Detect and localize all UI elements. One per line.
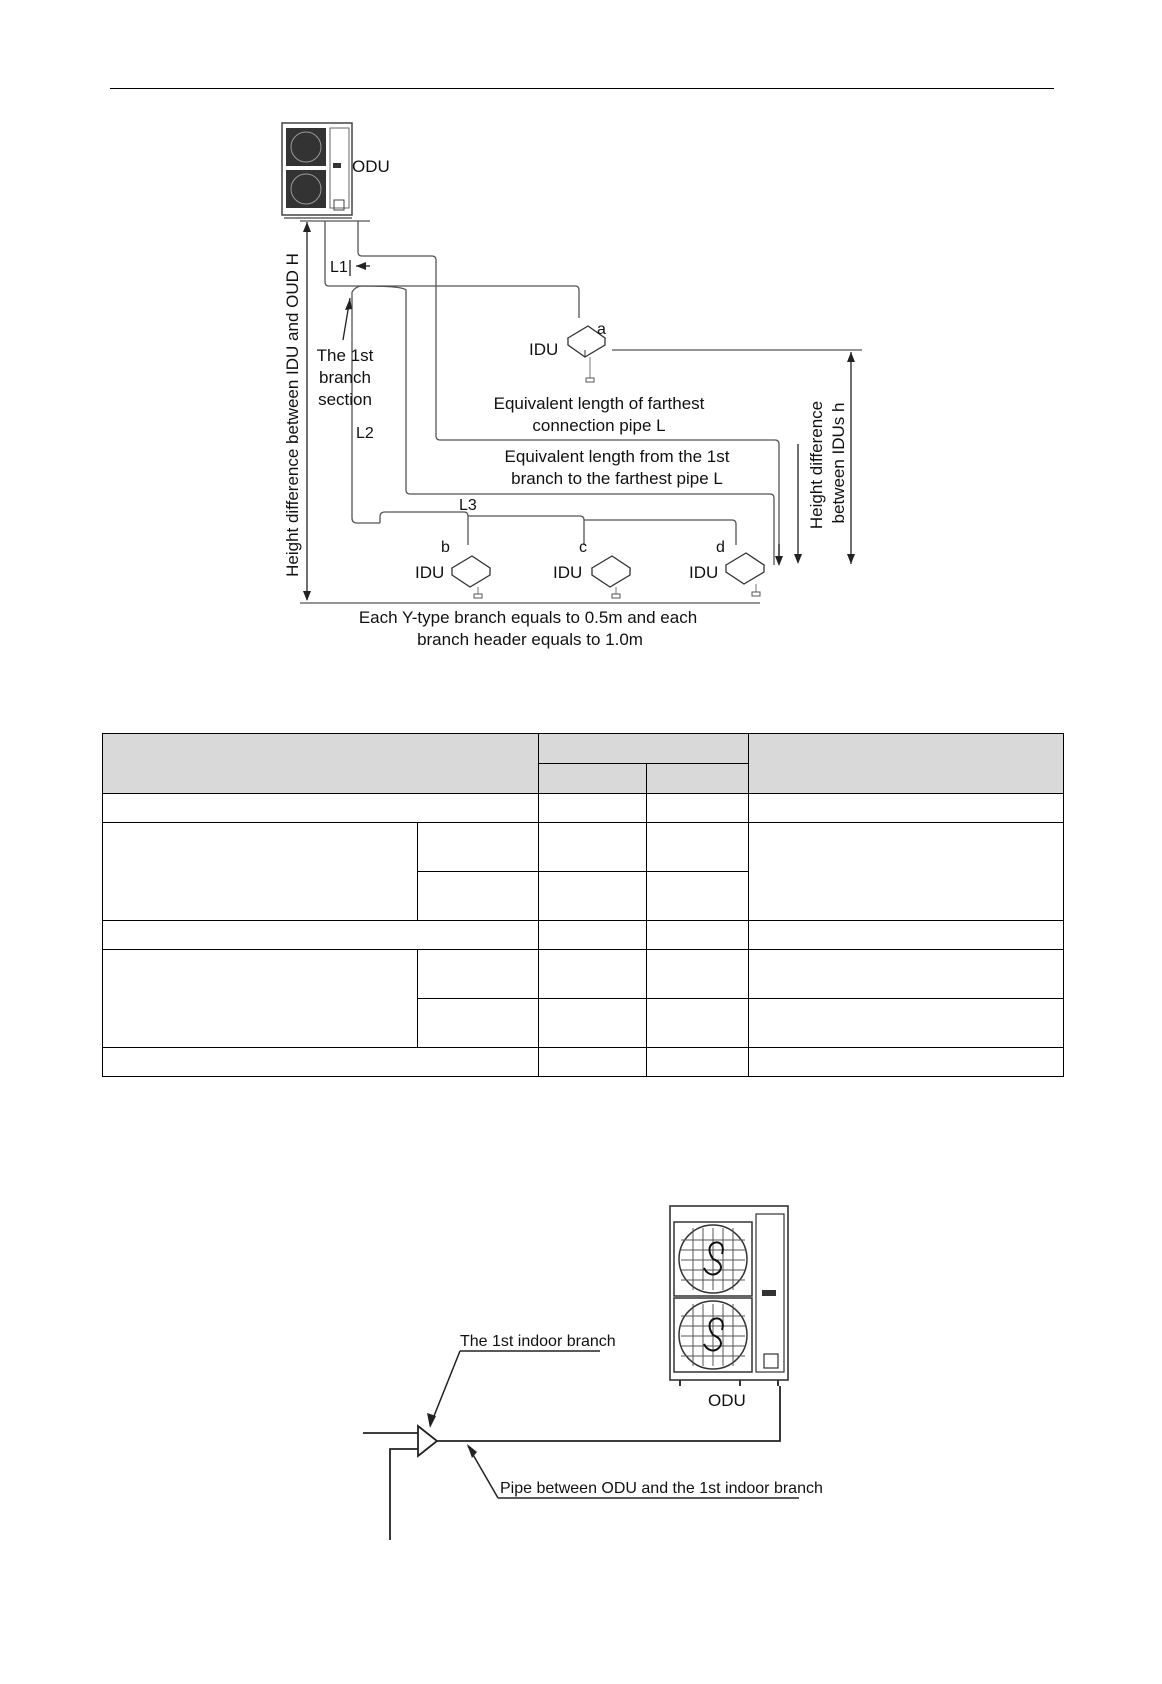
l3-label: L3 xyxy=(459,497,477,514)
table-cell xyxy=(647,999,749,1048)
table-row xyxy=(103,734,1064,764)
table-cell xyxy=(103,921,539,950)
svg-text:The 1st: The 1st xyxy=(316,346,374,365)
table-row xyxy=(103,921,1064,950)
table-cell xyxy=(647,872,749,921)
table-cell xyxy=(749,823,1064,921)
svg-text:section: section xyxy=(318,390,372,409)
piping-diagram xyxy=(0,0,1162,660)
idu-a-label: IDU xyxy=(529,340,559,359)
pipe-label: Pipe between ODU and the 1st indoor branch xyxy=(500,1480,823,1497)
table-cell xyxy=(647,794,749,823)
idu-b-unit xyxy=(452,556,490,598)
table-cell xyxy=(103,823,418,921)
table-cell xyxy=(539,764,647,794)
table-cell xyxy=(418,999,539,1048)
table-cell xyxy=(647,764,749,794)
svg-text:Each Y-type branch equals to 0: Each Y-type branch equals to 0.5m and each xyxy=(358,608,698,627)
l1-label: L1 xyxy=(330,259,348,276)
table-cell xyxy=(539,823,647,872)
table-cell xyxy=(103,794,539,823)
table-cell xyxy=(539,734,749,764)
table-cell xyxy=(103,1048,539,1077)
svg-text:between IDUs h: between IDUs h xyxy=(829,402,848,524)
table-cell xyxy=(749,950,1064,999)
idu-d-letter: d xyxy=(716,539,725,556)
table-row xyxy=(103,950,1064,999)
svg-text:branch to the farthest pipe L: branch to the farthest pipe L xyxy=(511,469,723,488)
idu-c-letter: c xyxy=(579,539,587,556)
odu-unit-2 xyxy=(670,1206,788,1386)
height-idus-label xyxy=(807,401,848,529)
svg-text:Equivalent length from the 1st: Equivalent length from the 1st xyxy=(504,447,730,466)
idu-a-letter: a xyxy=(597,321,606,338)
odu-unit xyxy=(282,123,352,218)
table-cell xyxy=(749,1048,1064,1077)
idu-c-label: IDU xyxy=(553,563,583,582)
table-cell xyxy=(103,950,418,1048)
table-cell xyxy=(749,921,1064,950)
table-cell xyxy=(539,794,647,823)
table-cell xyxy=(647,921,749,950)
table-cell xyxy=(103,734,539,794)
table-cell xyxy=(418,950,539,999)
table-cell xyxy=(539,950,647,999)
first-branch-diagram xyxy=(0,1124,1162,1684)
svg-text:connection pipe L: connection pipe L xyxy=(532,416,666,435)
idu-c-unit xyxy=(592,556,630,598)
svg-text:branch: branch xyxy=(319,368,371,387)
idu-d-unit xyxy=(726,553,764,596)
table-cell xyxy=(539,872,647,921)
spec-table xyxy=(102,733,1064,1077)
table-cell xyxy=(418,823,539,872)
idu-d-label: IDU xyxy=(689,563,719,582)
table-row xyxy=(103,823,1064,872)
odu-label: ODU xyxy=(352,157,390,176)
table-cell xyxy=(539,1048,647,1077)
l2-label: L2 xyxy=(356,425,374,442)
table-cell xyxy=(647,1048,749,1077)
table-cell xyxy=(539,999,647,1048)
table-row xyxy=(103,794,1064,823)
svg-text:branch header equals to 1.0m: branch header equals to 1.0m xyxy=(417,630,643,649)
height-idu-odu-label: Height difference between IDU and OUD H xyxy=(283,253,302,577)
odu-label-2: ODU xyxy=(708,1391,746,1410)
farthest-pipe-label xyxy=(494,394,705,435)
first-to-farthest-label xyxy=(505,447,730,488)
table-cell xyxy=(647,823,749,872)
svg-text:Height difference: Height difference xyxy=(807,400,826,530)
first-indoor-branch-label: The 1st indoor branch xyxy=(460,1333,616,1350)
idu-b-label: IDU xyxy=(415,563,445,582)
table-cell xyxy=(749,999,1064,1048)
table-cell xyxy=(749,734,1064,794)
first-branch-label xyxy=(317,346,374,409)
table-cell xyxy=(749,794,1064,823)
table-cell xyxy=(647,950,749,999)
table-cell xyxy=(539,921,647,950)
svg-text:Equivalent length of farthest: Equivalent length of farthest xyxy=(493,394,705,413)
footnote xyxy=(359,608,697,649)
idu-b-letter: b xyxy=(441,539,450,556)
table-cell xyxy=(418,872,539,921)
table-row xyxy=(103,1048,1064,1077)
